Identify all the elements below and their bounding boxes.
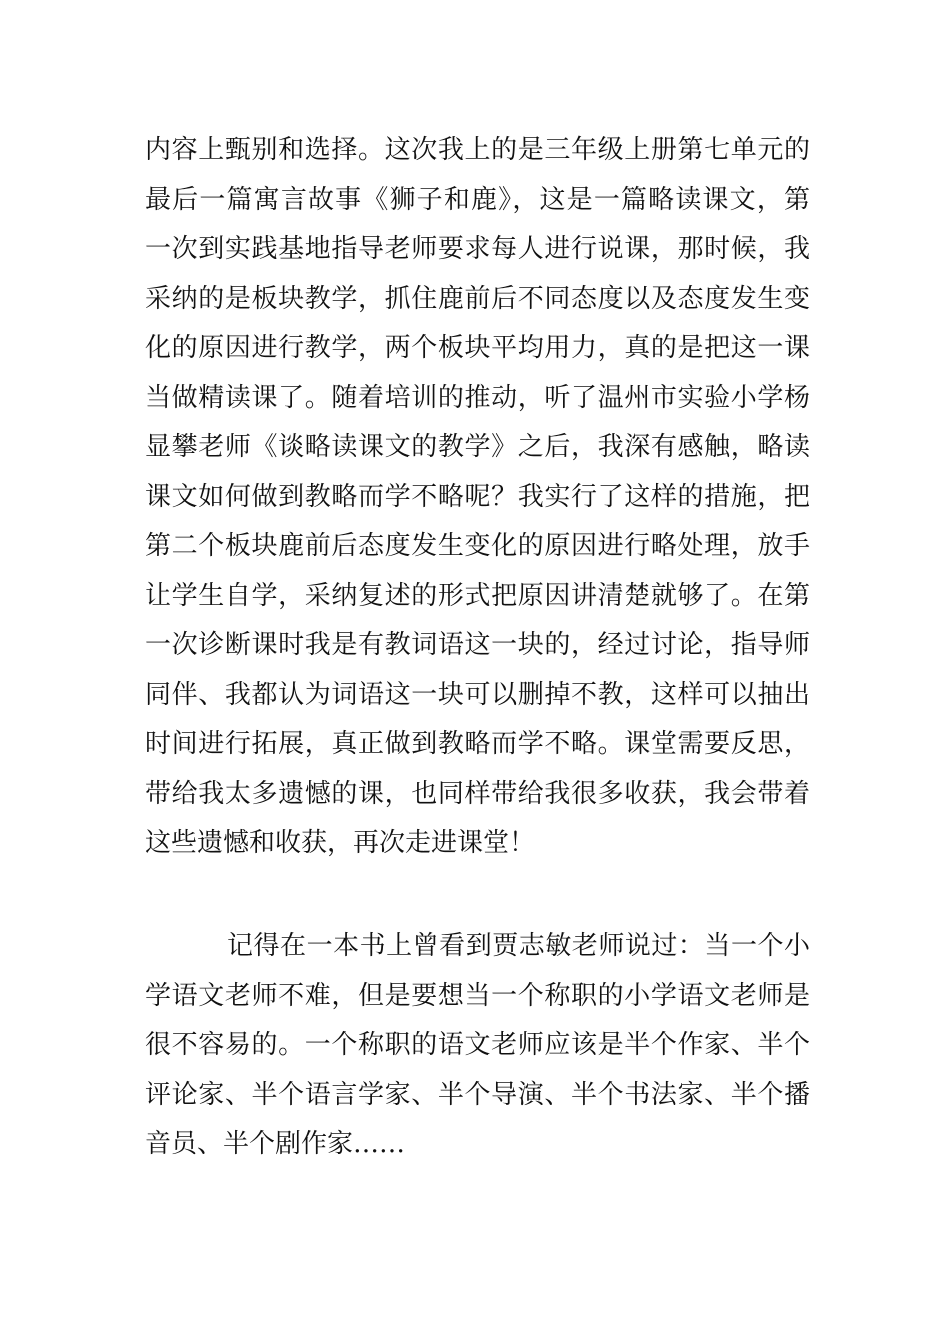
text-line: 评论家、半个语言学家、半个导演、半个书法家、半个播 bbox=[145, 1079, 810, 1110]
text-line: 最后一篇寓言故事《狮子和鹿》，这是一篇略读课文，第 bbox=[145, 184, 810, 215]
text-line: 内容上甄别和选择。这次我上的是三年级上册第七单元的 bbox=[145, 135, 810, 165]
text-line: 带给我太多遗憾的课，也同样带给我很多收获，我会带着 bbox=[145, 778, 810, 809]
text-line: 学语文老师不难，但是要想当一个称职的小学语文老师是 bbox=[145, 980, 810, 1011]
text-line: 这些遗憾和收获，再次走进课堂！ bbox=[145, 828, 536, 858]
text-line: 时间进行拓展，真正做到教略而学不略。课堂需要反思， bbox=[145, 729, 810, 759]
text-line: 显攀老师《谈略读课文的教学》之后，我深有感触，略读 bbox=[145, 432, 810, 462]
text-line: 化的原因进行教学，两个板块平均用力，真的是把这一课 bbox=[145, 333, 810, 363]
text-line: 音员、半个剧作家…… bbox=[145, 1129, 406, 1159]
text-line: 一次诊断课时我是有教词语这一块的，经过讨论，指导师 bbox=[145, 630, 810, 660]
text-line: 很不容易的。一个称职的语文老师应该是半个作家、半个 bbox=[145, 1030, 810, 1060]
text-line: 课文如何做到教略而学不略呢？我实行了这样的措施，把 bbox=[145, 481, 810, 512]
paragraph-reflection bbox=[145, 126, 810, 869]
text-line: 同伴、我都认为词语这一块可以删掉不教，这样可以抽出 bbox=[145, 679, 810, 710]
paragraph-quote bbox=[145, 922, 810, 1170]
text-line: 第二个板块鹿前后态度发生变化的原因进行略处理，放手 bbox=[145, 531, 810, 561]
text-line: 采纳的是板块教学，抓住鹿前后不同态度以及态度发生变 bbox=[145, 283, 810, 314]
text-line: 一次到实践基地指导老师要求每人进行说课，那时候，我 bbox=[145, 234, 810, 264]
text-line: 记得在一本书上曾看到贾志敏老师说过：当一个小 bbox=[227, 931, 810, 961]
text-line: 当做精读课了。随着培训的推动，听了温州市实验小学杨 bbox=[145, 382, 810, 413]
text-line: 让学生自学，采纳复述的形式把原因讲清楚就够了。在第 bbox=[145, 580, 810, 611]
